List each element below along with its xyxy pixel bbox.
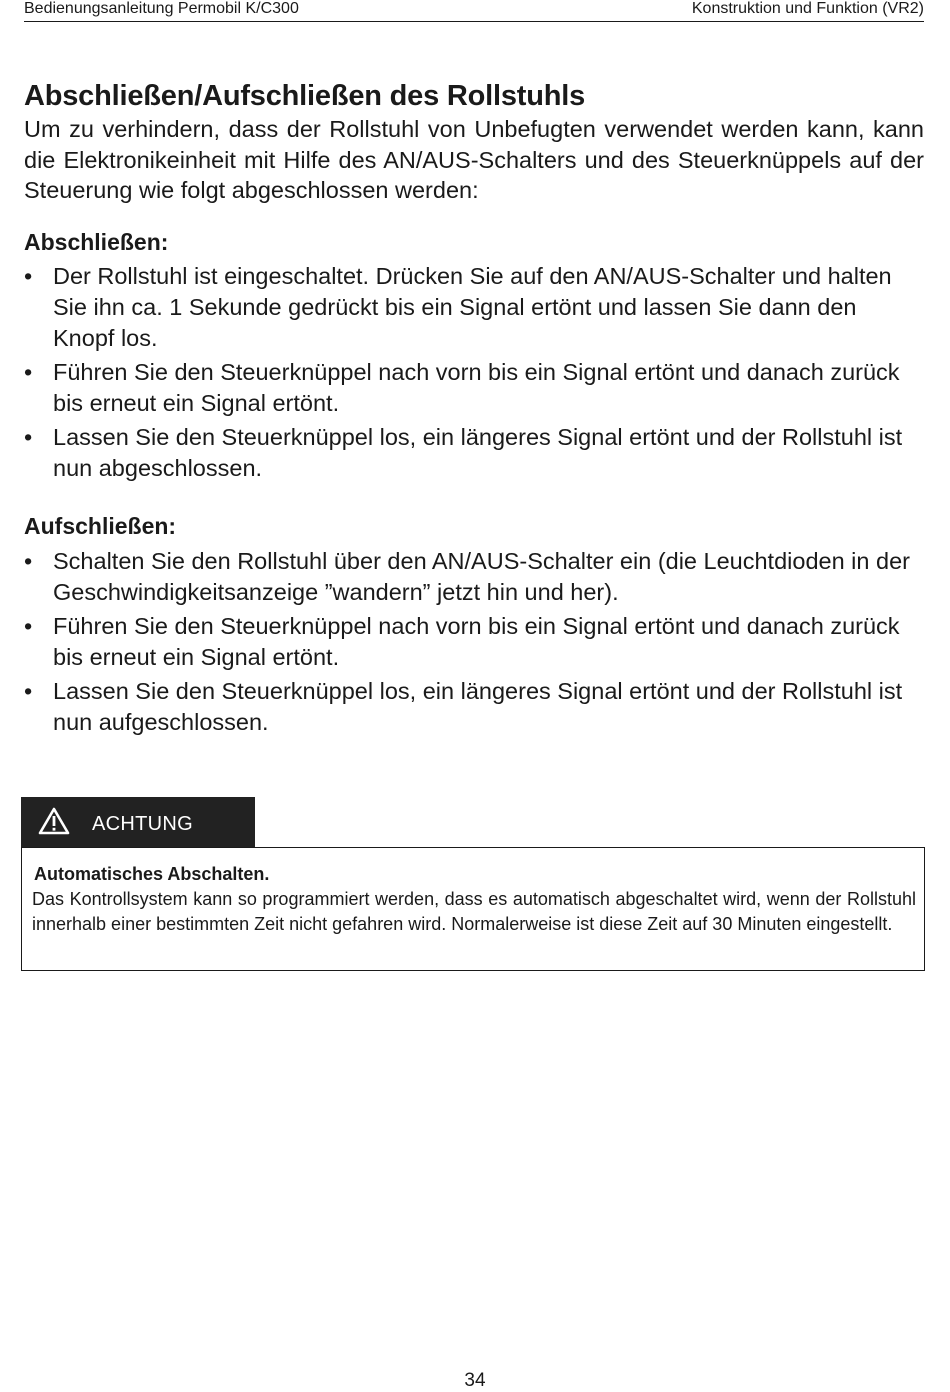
warning-label: ACHTUNG (92, 813, 193, 835)
list-item: • Lassen Sie den Steuerknüppel los, ein längeres Signal ertönt und der Rollstuhl ist nun abgeschlossen. (24, 424, 903, 481)
warning-heading: Automatisches Abschalten. (34, 864, 270, 884)
header-document-title: Bedienungsanleitung Permobil K/C300 (24, 0, 299, 17)
bullet-icon: • (24, 613, 33, 639)
list-item: • Führen Sie den Steuerknüppel nach vorn bis ein Signal ertönt und danach zurück bis erneut ein Signal ertönt. (24, 359, 900, 416)
list-item: • Führen Sie den Steuerknüppel nach vorn bis ein Signal ertönt und danach zurück bis erneut ein Signal ertönt. (24, 613, 900, 670)
lock-steps-list (24, 261, 924, 487)
page-title: Abschließen/Aufschließen des Rollstuhls (24, 80, 586, 112)
bullet-icon: • (24, 359, 33, 385)
page-number: 34 (464, 1370, 486, 1391)
lock-heading: Abschließen: (24, 229, 169, 255)
intro-paragraph: Um zu verhindern, dass der Rollstuhl von Unbefugten verwendet werden kann, kann die Elektronikeinheit mit Hilfe des AN/AUS-Schalters und des Steuerknüppels auf der Steuerung wie folgt abgeschlossen werden: (24, 116, 924, 203)
bullet-icon: • (24, 424, 33, 450)
unlock-steps-list (24, 546, 924, 741)
bullet-icon: • (24, 263, 33, 289)
bullet-icon: • (24, 678, 33, 704)
list-item: • Schalten Sie den Rollstuhl über den AN/AUS-Schalter ein (die Leuchtdioden in der Geschwindigkeitsanzeige ”wandern” jetzt hin und her). (24, 548, 910, 605)
list-item: • Lassen Sie den Steuerknüppel los, ein längeres Signal ertönt und der Rollstuhl ist nun aufgeschlossen. (24, 678, 903, 735)
page-header (24, 0, 924, 22)
bullet-icon: • (24, 548, 33, 574)
warning-label-tab (21, 797, 255, 847)
header-section-title: Konstruktion und Funktion (VR2) (691, 0, 924, 17)
warning-box (21, 847, 925, 971)
unlock-heading: Aufschließen: (24, 513, 177, 539)
warning-text: Das Kontrollsystem kann so programmiert werden, dass es automatisch abgeschaltet wird, wenn der Rollstuhl innerhalb einer bestimmten Zeit nicht gefahren wird. Normalerweise ist diese Zeit auf 30 Minuten eingestellt. (32, 889, 916, 934)
list-item: • Der Rollstuhl ist eingeschaltet. Drücken Sie auf den AN/AUS-Schalter und halten Sie ihn ca. 1 Sekunde gedrückt bis ein Signal ertönt und lassen Sie dann den Knopf los. (24, 263, 892, 351)
warning-triangle-icon (38, 807, 70, 835)
